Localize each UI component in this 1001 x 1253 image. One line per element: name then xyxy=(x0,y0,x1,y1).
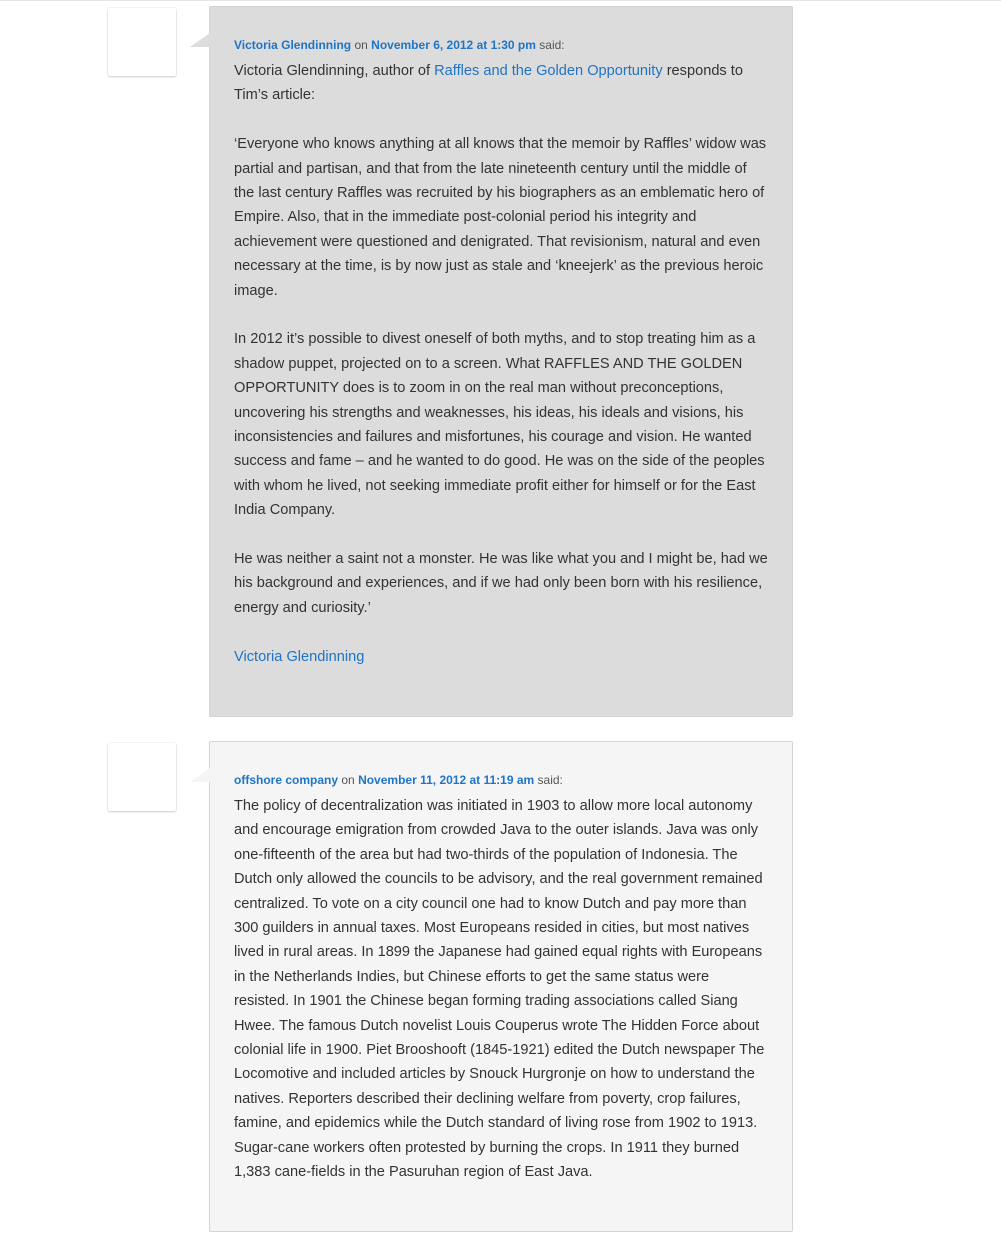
avatar[interactable] xyxy=(108,743,176,811)
book-title-link[interactable]: Raffles and the Golden Opportunity xyxy=(434,63,663,79)
comment-body xyxy=(234,59,768,669)
comment-author-link[interactable]: offshore company xyxy=(234,773,339,787)
said-word: said: xyxy=(537,773,563,787)
comment-author-link[interactable]: Victoria Glendinning xyxy=(234,38,352,52)
intro-prefix: Victoria Glendinning, author of xyxy=(234,63,435,79)
comment-intro xyxy=(234,59,768,108)
intro-suffix: responds to Tim’s article: xyxy=(234,63,743,104)
comment-paragraph: In 2012 it’s possible to divest oneself of both myths, and to stop treating him as a shadow puppet, projected on to a screen. What RAFFLES AND THE GOLDEN OPPORTUNITY does is to zoom in on the real man without preconceptions, uncovering his strengths and weaknesses, his ideas, his ideals and visions, his inconsistencies and failures and misfortunes, his courage and vision. He wanted success and fame – and he wanted to do good. He was on the side of the peoples with whom he lived, not seeking immediate profit either for himself or for the East India Company. xyxy=(234,331,765,519)
comment-paragraph: The policy of decentralization was initiated in 1903 to allow more local autonomy and encourage emigration from crowded Java to the outer islands. Java was only one-fifteenth of the area but had two-thirds of the population of Indonesia. The Dutch only allowed the councils to be advisory, and the real government remained centralized. To vote on a city council one had to know Dutch and pay more than 300 guilders in annual taxes. Most Europeans resided in cities, but most natives lived in rural areas. In 1899 the Japanese had gained equal rights with Europeans in the Netherlands Indies, but Chinese efforts to get the same status were resisted. In 1901 the Chinese began forming trading associations called Siang Hwee. The famous Dutch novelist Louis Couperus wrote The Hidden Force about colonial life in 1900. Piet Brooshooft (1845-1921) edited the Dutch newspaper The Locomotive and included articles by Snouck Hurgronje on how to understand the natives. Reporters described their declining welfare from poverty, crop failures, famine, and epidemics while the Dutch standard of living rose from 1902 to 1913. Sugar-cane workers often protested by burning the crops. In 1911 they burned 1,383 cane-fields in the Pasuruhan region of East Java. xyxy=(234,798,765,1181)
signature-link[interactable]: Victoria Glendinning xyxy=(234,648,365,665)
speech-pointer-icon xyxy=(190,768,210,782)
comment-body xyxy=(234,794,768,1185)
comment-signature xyxy=(234,645,768,669)
said-word: said: xyxy=(539,38,565,52)
speech-pointer-icon xyxy=(190,33,210,47)
comment-paragraph: He was neither a saint not a monster. He was like what you and I might be, had we his background and experiences, and if we had only been born with his resilience, energy and curiosity.’ xyxy=(234,551,768,616)
comment-date-link[interactable]: November 6, 2012 at 1:30 pm xyxy=(371,38,536,52)
comment-date-link[interactable]: November 11, 2012 at 11:19 am xyxy=(358,773,535,787)
comment-paragraph: ‘Everyone who knows anything at all knows that the memoir by Raffles’ widow was partial and partisan, and that from the late nineteenth century until the middle of the last century Raffles was recruited by his biographers as an emblematic hero of Empire. Also, that in the immediate post-colonial period his integrity and achievement were questioned and denigrated. That revisionism, natural and even necessary at the time, is by now just as stale and ‘kneejerk’ as the previous heroic image. xyxy=(234,136,767,299)
comment-bubble-highlighted xyxy=(209,6,793,717)
comment-meta xyxy=(234,37,768,53)
comment-bubble xyxy=(209,741,793,1232)
avatar[interactable] xyxy=(108,8,176,76)
on-word: on xyxy=(354,38,368,52)
on-word: on xyxy=(341,773,355,787)
comment-meta xyxy=(234,772,768,788)
